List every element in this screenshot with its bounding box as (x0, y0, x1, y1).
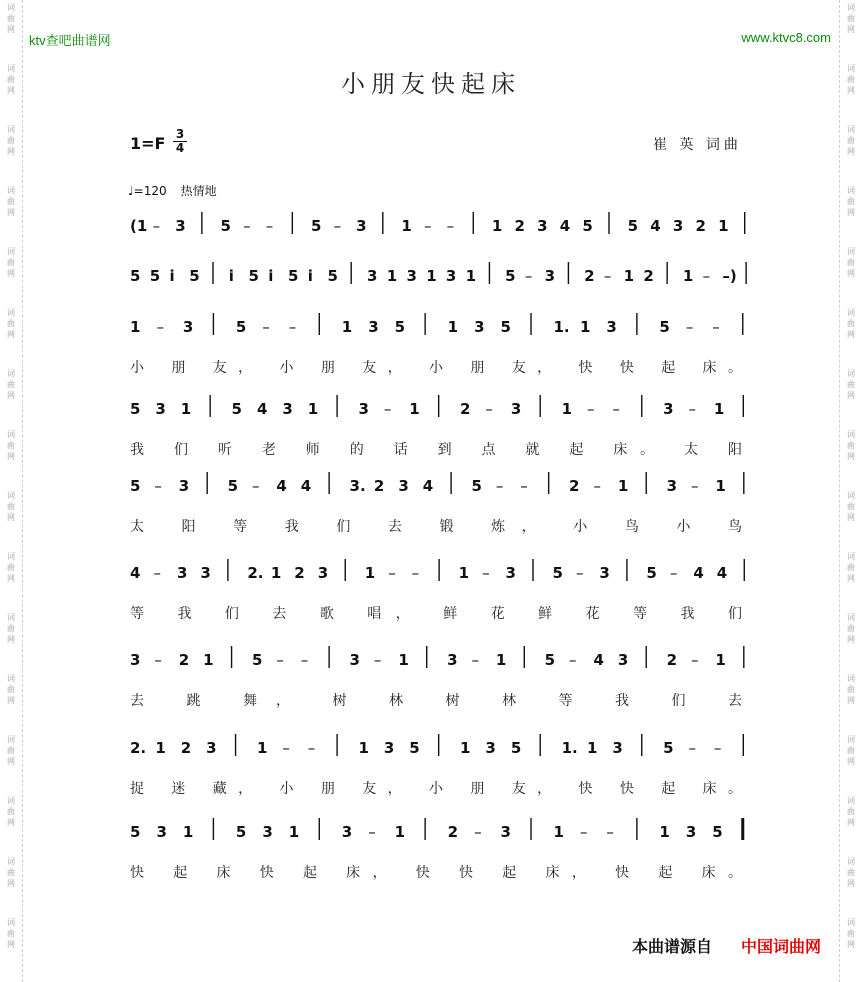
score-row (130, 818, 743, 881)
time-signature-top: 3 (173, 128, 187, 142)
note: 1 (307, 400, 319, 418)
note: 3 (178, 477, 190, 495)
note: i (268, 267, 274, 285)
footer-site-link[interactable]: 中国词曲网 (741, 937, 822, 956)
watermark-mark: 词 曲 网 (847, 491, 855, 522)
note: 5 (510, 739, 522, 757)
note: 3 (544, 267, 556, 285)
note: 1 (447, 318, 459, 336)
note: – (153, 564, 161, 582)
note: 5 (712, 823, 723, 841)
note: 1 (460, 739, 471, 757)
note: 4 (716, 564, 728, 582)
note: 3 (366, 267, 378, 285)
watermark-mark: 词 曲 网 (847, 3, 855, 34)
score-row (130, 313, 743, 376)
note: 1 (465, 267, 477, 285)
note: – (474, 823, 482, 841)
note: 2 (373, 477, 385, 495)
note: – (688, 739, 697, 757)
note: i (228, 267, 234, 285)
watermark-mark: 词 曲 网 (847, 430, 855, 461)
note: 5 (582, 217, 593, 235)
watermark-mark: 词 曲 网 (847, 918, 855, 949)
watermark-mark: 词 曲 网 (7, 186, 15, 217)
note: – (152, 217, 161, 235)
key-signature: 1=F (130, 134, 166, 153)
note: 2 (514, 217, 525, 235)
note: 1 (203, 651, 214, 669)
note: 3 (368, 318, 379, 336)
note: – (612, 400, 620, 418)
score-row (130, 212, 745, 235)
note: 1 (398, 651, 409, 669)
note: 4 (559, 217, 571, 235)
note: 1 (426, 267, 437, 285)
note: 2 (666, 651, 678, 669)
note: – (524, 267, 533, 285)
note: i (169, 267, 175, 285)
note: 2. (130, 739, 147, 757)
note: 3 (182, 318, 194, 336)
note: 3 (617, 651, 629, 669)
note: – (603, 267, 612, 285)
note: 3 (358, 400, 369, 418)
note: 3 (612, 739, 623, 757)
note: 1 (491, 217, 503, 235)
footer-source-label: 本曲谱源自 (632, 937, 713, 956)
note: 3 (349, 651, 360, 669)
note: 5 (227, 477, 239, 495)
watermark-mark: 词 曲 网 (847, 613, 855, 644)
note: – (262, 318, 270, 336)
note: 3 (406, 267, 417, 285)
note: – (424, 217, 432, 235)
note: 2 (294, 564, 305, 582)
note: 3. (349, 477, 366, 495)
watermark-mark: 词 曲 网 (7, 430, 15, 461)
watermark-mark: 词 曲 网 (7, 3, 15, 34)
note: 1 (713, 400, 725, 418)
note: 4 (593, 651, 604, 669)
site-name-left[interactable]: ktv查吧曲谱网 (29, 33, 111, 48)
note: 3 (485, 739, 496, 757)
note: 5 (544, 651, 556, 669)
note: – (471, 651, 479, 669)
note: 2 (447, 823, 459, 841)
note: 5 (471, 477, 482, 495)
note: 5 (409, 739, 420, 757)
lyric-line: 捉 迷 藏， 小 朋 友， 小 朋 友， 快 快 起 床。 (130, 781, 742, 797)
note: 5 (235, 823, 247, 841)
author-credit: 崔 英 词曲 (653, 137, 742, 153)
note: – (388, 564, 396, 582)
note: 1 (364, 564, 376, 582)
note: 2 (695, 217, 706, 235)
note: 1 (682, 267, 694, 285)
note: – (593, 477, 601, 495)
note: 3 (130, 651, 141, 669)
note: – (307, 739, 316, 757)
watermark-mark: 词 曲 网 (847, 247, 855, 278)
note: – (373, 651, 382, 669)
note: 5 (235, 318, 247, 336)
note: – (712, 318, 720, 336)
watermark-mark: 词 曲 网 (847, 125, 855, 156)
note: – (575, 564, 584, 582)
note: 5 (663, 739, 674, 757)
note: – (606, 823, 614, 841)
note: 1 (659, 823, 670, 841)
note: 3 (206, 739, 217, 757)
note: 1 (182, 823, 194, 841)
note: 1 (617, 477, 629, 495)
watermark-mark: 词 曲 网 (7, 918, 15, 949)
note: – (713, 739, 722, 757)
note: 3 (445, 267, 457, 285)
note: 3 (537, 217, 548, 235)
note: – (446, 217, 455, 235)
lyric-line: 快 起 床 快 起 床， 快 快 起 床， 快 起 床。 (130, 865, 742, 881)
note: – (691, 651, 699, 669)
note: 4 (693, 564, 704, 582)
note: 5 (130, 400, 141, 418)
watermark-mark: 词 曲 网 (7, 491, 15, 522)
note: 3 (156, 823, 167, 841)
note: 3 (200, 564, 211, 582)
note: 3 (398, 477, 409, 495)
note: – (495, 477, 504, 495)
note: – (288, 318, 297, 336)
note: – (154, 651, 162, 669)
note: 1 (586, 739, 598, 757)
time-signature-bottom: 4 (175, 141, 185, 155)
note: – (569, 651, 577, 669)
note: 3 (282, 400, 293, 418)
watermark-mark: 词 曲 网 (847, 186, 855, 217)
note: 3 (262, 823, 273, 841)
note: 1 (341, 318, 353, 336)
note: 5 (394, 318, 406, 336)
note: 3 (606, 318, 617, 336)
note: 3 (672, 217, 684, 235)
note: 5 (659, 318, 670, 336)
note: – (685, 318, 694, 336)
note: 5 (310, 217, 322, 235)
note: – (282, 739, 290, 757)
note: – (333, 217, 342, 235)
score-row (130, 472, 744, 535)
note: 3 (666, 477, 678, 495)
note: 2 (569, 477, 580, 495)
note: 1 (401, 217, 412, 235)
note: – (579, 823, 588, 841)
note: – (383, 400, 392, 418)
watermark-mark: 词 曲 网 (847, 552, 855, 583)
note: – (154, 477, 162, 495)
expression-marking: 热情地 (180, 184, 217, 198)
note: 1 (394, 823, 406, 841)
note: 2 (460, 400, 471, 418)
watermark-mark: 词 曲 网 (7, 857, 15, 888)
watermark-mark: 词 曲 网 (7, 369, 15, 400)
note: 5 (149, 267, 161, 285)
note: 5 (130, 823, 141, 841)
note: 4 (256, 400, 268, 418)
watermark-mark: 词 曲 网 (847, 64, 855, 95)
note: 1 (579, 318, 591, 336)
note: –) (722, 267, 737, 285)
score-row (130, 559, 744, 622)
watermark-mark: 词 曲 网 (7, 125, 15, 156)
note: 1 (386, 267, 398, 285)
note: – (156, 318, 164, 336)
note: – (688, 400, 697, 418)
lyric-line: 小 朋 友， 小 朋 友， 小 朋 友， 快 快 起 床。 (130, 360, 742, 376)
note: 5 (287, 267, 299, 285)
note: 3 (447, 651, 458, 669)
note: 1 (715, 651, 726, 669)
note: 5 (552, 564, 563, 582)
note: 3 (383, 739, 395, 757)
watermark-mark: 词 曲 网 (7, 674, 15, 705)
note: 4 (130, 564, 141, 582)
note: – (520, 477, 528, 495)
note: – (243, 217, 251, 235)
note: 1 (458, 564, 470, 582)
note: 1 (358, 739, 369, 757)
note: 5 (189, 267, 200, 285)
note: – (411, 564, 420, 582)
note: 3 (685, 823, 697, 841)
note: 4 (276, 477, 287, 495)
watermark-mark: 词 曲 网 (847, 796, 855, 827)
note: 2 (643, 267, 654, 285)
note: 3 (356, 217, 367, 235)
note: 3 (155, 400, 166, 418)
watermark-mark: 词 曲 网 (7, 735, 15, 766)
note: 5 (130, 267, 141, 285)
lyric-line: 去 跳 舞， 树 林 树 林 等 我 们 去 (130, 693, 742, 709)
note: 4 (300, 477, 312, 495)
note: – (251, 477, 260, 495)
note: 1. (553, 318, 570, 336)
note: – (276, 651, 284, 669)
song-title: 小朋友快起床 (341, 70, 521, 98)
note: – (482, 564, 490, 582)
watermark-mark: 词 曲 网 (7, 308, 15, 339)
note: – (702, 267, 711, 285)
watermark-mark: 词 曲 网 (7, 247, 15, 278)
watermark-mark: 词 曲 网 (847, 857, 855, 888)
note: (1 (130, 217, 148, 235)
note: 5 (251, 651, 263, 669)
note: 5 (327, 267, 338, 285)
note: 3 (510, 400, 522, 418)
note: 1 (561, 400, 573, 418)
note: 3 (175, 217, 186, 235)
site-url-right[interactable]: www.ktvc8.com (741, 30, 831, 45)
note: 5 (231, 400, 242, 418)
note: – (669, 564, 678, 582)
note: 2 (180, 739, 192, 757)
score-row (130, 395, 743, 458)
note: 1 (256, 739, 268, 757)
note: 1 (180, 400, 192, 418)
watermark-mark: 词 曲 网 (7, 64, 15, 95)
note: 4 (422, 477, 434, 495)
note: 1 (495, 651, 507, 669)
watermark-mark: 词 曲 网 (7, 552, 15, 583)
watermark-mark: 词 曲 网 (847, 308, 855, 339)
lyric-line: 太 阳 等 我 们 去 锻 炼， 小 鸟 小 鸟 (130, 519, 742, 535)
note: 1 (553, 823, 564, 841)
note: – (300, 651, 309, 669)
note: 1 (718, 217, 729, 235)
note: 5 (500, 318, 511, 336)
note: 1 (130, 318, 141, 336)
note: 3 (176, 564, 188, 582)
note: – (265, 217, 274, 235)
watermark-mark: 词 曲 网 (847, 369, 855, 400)
note: 2 (584, 267, 595, 285)
note: 3 (500, 823, 511, 841)
note: 3 (317, 564, 329, 582)
watermark-mark: 词 曲 网 (847, 735, 855, 766)
note: 5 (505, 267, 516, 285)
note: 1. (561, 739, 578, 757)
note: 5 (220, 217, 231, 235)
note: – (586, 400, 595, 418)
note: 1 (409, 400, 420, 418)
lyric-line: 我 们 听 老 师 的 话 到 点 就 起 床。 太 阳 (130, 442, 742, 458)
note: 4 (650, 217, 661, 235)
note: 3 (663, 400, 674, 418)
watermark-mark: 词 曲 网 (7, 613, 15, 644)
note: 1 (623, 267, 635, 285)
note: i (307, 267, 313, 285)
watermark-mark: 词 曲 网 (847, 674, 855, 705)
note: 5 (646, 564, 657, 582)
note: – (368, 823, 376, 841)
note: 5 (627, 217, 639, 235)
note: 3 (474, 318, 485, 336)
note: 1 (288, 823, 300, 841)
note: – (691, 477, 699, 495)
note: – (485, 400, 493, 418)
watermark-mark: 词 曲 网 (7, 796, 15, 827)
lyric-line: 等 我 们 去 歌 唱， 鲜 花 鲜 花 等 我 们 (130, 606, 742, 622)
note: 3 (599, 564, 610, 582)
note: 2 (178, 651, 190, 669)
note: 1 (155, 739, 166, 757)
note: 1 (270, 564, 282, 582)
note: 5 (248, 267, 259, 285)
note: 5 (130, 477, 141, 495)
note: 1 (715, 477, 726, 495)
score-row (130, 734, 743, 797)
note: 3 (505, 564, 516, 582)
score-row (130, 646, 744, 709)
tempo-value: ♩=120 (128, 184, 167, 198)
note: 3 (341, 823, 353, 841)
note: 2. (247, 564, 264, 582)
score-row (130, 262, 746, 285)
